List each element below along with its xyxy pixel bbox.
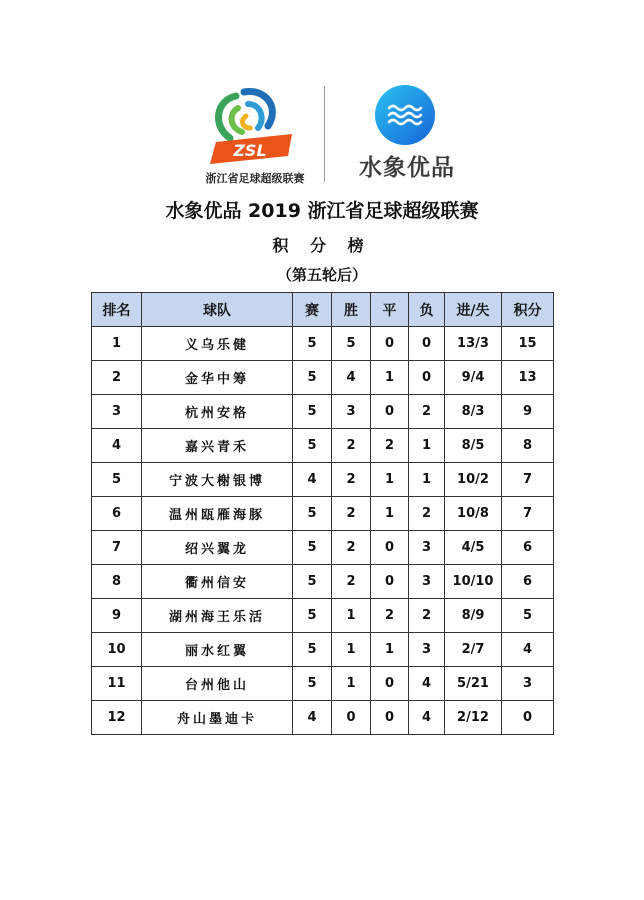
points-cell: 6 [502, 531, 554, 565]
team-cell: 义乌乐健 [142, 327, 293, 361]
logo-divider [324, 86, 325, 182]
lost-cell: 0 [409, 361, 445, 395]
table-row [92, 667, 554, 701]
goals-cell: 10/10 [445, 565, 502, 599]
shuixiang-logo [374, 84, 436, 146]
lost-cell: 2 [409, 599, 445, 633]
lost-cell: 4 [409, 667, 445, 701]
column-header-goals: 进/失 [445, 293, 502, 327]
points-cell: 8 [502, 429, 554, 463]
team-cell: 杭州安格 [142, 395, 293, 429]
played-cell: 5 [293, 395, 332, 429]
rank-cell: 5 [92, 463, 142, 497]
won-cell: 1 [332, 633, 371, 667]
lost-cell: 2 [409, 497, 445, 531]
team-cell: 宁波大榭银博 [142, 463, 293, 497]
team-cell: 湖州海王乐活 [142, 599, 293, 633]
table-row [92, 395, 554, 429]
lost-cell: 2 [409, 395, 445, 429]
lost-cell: 3 [409, 633, 445, 667]
points-cell: 3 [502, 667, 554, 701]
lost-cell: 4 [409, 701, 445, 735]
round-note: （第五轮后） [276, 266, 367, 284]
rank-cell: 2 [92, 361, 142, 395]
team-cell: 金华中筹 [142, 361, 293, 395]
lost-cell: 0 [409, 327, 445, 361]
team-cell: 台州他山 [142, 667, 293, 701]
won-cell: 2 [332, 497, 371, 531]
played-cell: 5 [293, 633, 332, 667]
won-cell: 4 [332, 361, 371, 395]
lost-cell: 1 [409, 429, 445, 463]
goals-cell: 10/2 [445, 463, 502, 497]
lost-cell: 3 [409, 565, 445, 599]
team-cell: 绍兴翼龙 [142, 531, 293, 565]
played-cell: 5 [293, 599, 332, 633]
drawn-cell: 1 [371, 361, 409, 395]
drawn-cell: 2 [371, 599, 409, 633]
rank-cell: 4 [92, 429, 142, 463]
won-cell: 2 [332, 429, 371, 463]
table-row [92, 429, 554, 463]
drawn-cell: 1 [371, 497, 409, 531]
played-cell: 5 [293, 565, 332, 599]
table-header-row [92, 293, 554, 327]
drawn-cell: 1 [371, 633, 409, 667]
table-row [92, 531, 554, 565]
page-title: 水象优品 2019 浙江省足球超级联赛 [165, 200, 479, 222]
goals-cell: 9/4 [445, 361, 502, 395]
drawn-cell: 2 [371, 429, 409, 463]
rank-cell: 8 [92, 565, 142, 599]
sponsor-name: 水象优品 [359, 155, 455, 181]
goals-cell: 8/9 [445, 599, 502, 633]
drawn-cell: 0 [371, 667, 409, 701]
drawn-cell: 0 [371, 565, 409, 599]
won-cell: 1 [332, 599, 371, 633]
drawn-cell: 0 [371, 531, 409, 565]
table-row [92, 463, 554, 497]
standings-table [91, 292, 554, 735]
points-cell: 6 [502, 565, 554, 599]
lost-cell: 3 [409, 531, 445, 565]
team-cell: 丽水红翼 [142, 633, 293, 667]
goals-cell: 13/3 [445, 327, 502, 361]
points-cell: 4 [502, 633, 554, 667]
played-cell: 4 [293, 701, 332, 735]
goals-cell: 5/21 [445, 667, 502, 701]
points-cell: 9 [502, 395, 554, 429]
table-row [92, 497, 554, 531]
won-cell: 1 [332, 667, 371, 701]
goals-cell: 4/5 [445, 531, 502, 565]
lost-cell: 1 [409, 463, 445, 497]
played-cell: 4 [293, 463, 332, 497]
goals-cell: 2/12 [445, 701, 502, 735]
points-cell: 13 [502, 361, 554, 395]
won-cell: 3 [332, 395, 371, 429]
won-cell: 2 [332, 565, 371, 599]
goals-cell: 8/5 [445, 429, 502, 463]
column-header-played: 赛 [293, 293, 332, 327]
rank-cell: 10 [92, 633, 142, 667]
table-row [92, 701, 554, 735]
team-cell: 嘉兴青禾 [142, 429, 293, 463]
drawn-cell: 0 [371, 395, 409, 429]
points-cell: 7 [502, 497, 554, 531]
table-row [92, 361, 554, 395]
played-cell: 5 [293, 497, 332, 531]
column-header-team: 球队 [142, 293, 293, 327]
drawn-cell: 1 [371, 463, 409, 497]
column-header-rank: 排名 [92, 293, 142, 327]
won-cell: 0 [332, 701, 371, 735]
rank-cell: 1 [92, 327, 142, 361]
table-row [92, 327, 554, 361]
team-cell: 温州瓯雁海豚 [142, 497, 293, 531]
table-row [92, 633, 554, 667]
points-cell: 15 [502, 327, 554, 361]
zsl-logo-text: ZSL [233, 141, 267, 160]
won-cell: 2 [332, 463, 371, 497]
column-header-points: 积分 [502, 293, 554, 327]
goals-cell: 2/7 [445, 633, 502, 667]
rank-cell: 7 [92, 531, 142, 565]
played-cell: 5 [293, 361, 332, 395]
drawn-cell: 0 [371, 327, 409, 361]
won-cell: 2 [332, 531, 371, 565]
played-cell: 5 [293, 327, 332, 361]
goals-cell: 10/8 [445, 497, 502, 531]
rank-cell: 6 [92, 497, 142, 531]
team-cell: 衢州信安 [142, 565, 293, 599]
team-cell: 舟山墨迪卡 [142, 701, 293, 735]
logo-bar [0, 78, 644, 188]
table-row [92, 599, 554, 633]
played-cell: 5 [293, 429, 332, 463]
rank-cell: 11 [92, 667, 142, 701]
points-cell: 0 [502, 701, 554, 735]
zsl-caption: 浙江省足球超级联赛 [205, 172, 305, 185]
drawn-cell: 0 [371, 701, 409, 735]
standings-body [92, 327, 554, 735]
played-cell: 5 [293, 667, 332, 701]
played-cell: 5 [293, 531, 332, 565]
column-header-lost: 负 [409, 293, 445, 327]
table-row [92, 565, 554, 599]
column-header-drawn: 平 [371, 293, 409, 327]
rank-cell: 12 [92, 701, 142, 735]
goals-cell: 8/3 [445, 395, 502, 429]
page-subtitle: 积 分 榜 [272, 236, 372, 255]
column-header-won: 胜 [332, 293, 371, 327]
points-cell: 7 [502, 463, 554, 497]
rank-cell: 9 [92, 599, 142, 633]
rank-cell: 3 [92, 395, 142, 429]
won-cell: 5 [332, 327, 371, 361]
points-cell: 5 [502, 599, 554, 633]
